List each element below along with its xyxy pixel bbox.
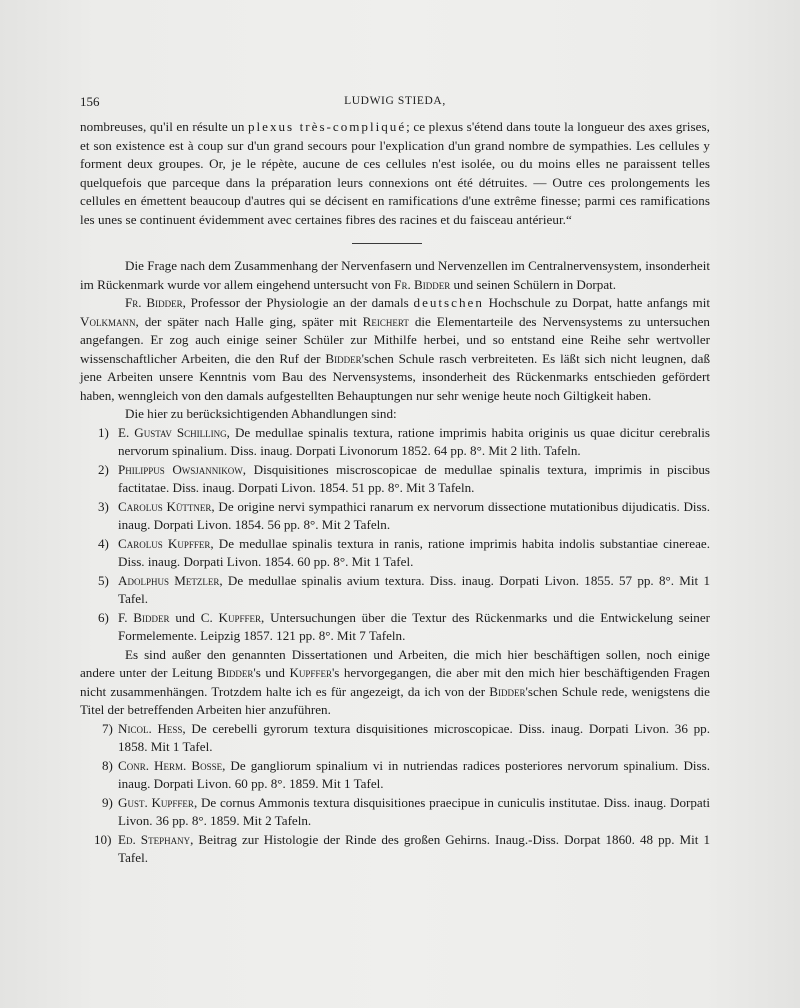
author-name: Fr. Bidder (394, 276, 451, 292)
section-divider (352, 243, 422, 244)
french-quote (80, 118, 710, 229)
author-name: Bidder (325, 350, 362, 366)
reference-author: Carolus Küttner (118, 498, 212, 514)
reference-number: 6) (98, 609, 109, 625)
reference-author: Adolphus Metzler (118, 572, 220, 588)
paragraph-text: Es sind außer den genannten Dissertationen und Arbeiten, die mich hier beschäftigen sollen, noch einige andere unter der Leitung (80, 646, 710, 680)
page-header (80, 94, 710, 114)
reference-item (80, 831, 710, 868)
reference-author: Kupffer (218, 609, 262, 625)
reference-item (80, 535, 710, 572)
reference-text: , De cornus Ammonis textura disquisitiones praecipue in cuniculis institutae. Diss. inaug. Dorpati Livon. 36 pp. 8°. 1859. Mit 2 Tafeln. (118, 794, 710, 828)
reference-item (80, 461, 710, 498)
author-name: Volkmann (80, 313, 136, 329)
reference-item (80, 572, 710, 609)
paragraph-intro (80, 257, 710, 294)
reference-author: Philippus Owsjannikow (118, 461, 243, 477)
reference-list (80, 424, 710, 646)
reference-number: 2) (98, 461, 109, 477)
author-name: Fr. Bidder (125, 295, 183, 310)
reference-item (80, 609, 710, 646)
reference-number: 1) (98, 424, 109, 440)
reference-text: , De gangliorum spinalium vi in nutriendas radices posteriores nervorum spinalium. Diss. inaug. Dorpati Livon. 60 pp. 8°. 1859. Mit 1 Tafel. (118, 757, 711, 791)
reference-author: F. Bidder (118, 609, 170, 625)
author-name: Bidder (489, 683, 526, 699)
paragraph-others (80, 646, 710, 720)
reference-number: 3) (98, 498, 109, 514)
reference-number: 7) (102, 720, 113, 736)
paragraph-text: 'schen Schule rede, wenigstens die Titel der betreffenden Arbeiten hier anzuführen. (80, 683, 710, 717)
reference-text: , Untersuchungen über die Textur des Rückenmarks und die Entwickelung seiner Formelemente. Leipzig 1857. 121 pp. 8°. Mit 7 Tafeln. (118, 609, 711, 643)
author-name: Reichert (362, 313, 409, 329)
author-name: Kupffer (289, 665, 332, 680)
reference-text: , De medullae spinalis avium textura. Diss. inaug. Dorpati Livon. 1855. 57 pp. 8°. Mit 1 Tafel. (118, 572, 710, 606)
body-text (80, 118, 710, 868)
reference-text: , De medullae spinalis textura in ranis, ratione imprimis habita indolis substantiae cinereae. Diss. inaug. Dorpati Livon. 1854. 60 pp. 8°. Mit 1 Tafel. (118, 535, 710, 569)
paragraph-text: 's hervorgegangen, die aber mit den mich hier beschäftigenden Fragen nicht zusammenhängen. Trotzdem halte ich es für angezeigt, da ich von der (80, 665, 710, 699)
reference-text: , De cerebelli gyrorum textura disquisitiones microscopicae. Diss. inaug. Dorpati Livon. 36 pp. 1858. Mit 1 Tafel. (118, 720, 710, 754)
reference-text: , De medullae spinalis textura, ratione imprimis habita originis us quae dicitur cerebralis nervorum spinalium. Diss. inaug. Dorpati Livonorum 1852. 64 pp. 8°. Mit 2 lith. Tafeln. (118, 424, 711, 458)
paragraph-text: , der später nach Halle ging, später mit (135, 313, 363, 329)
reference-text: , Beitrag zur Histologie der Rinde des großen Gehirns. Inaug.-Diss. Dorpat 1860. 48 pp. Mit 1 Tafel. (118, 831, 710, 865)
paragraph-list-intro: Die hier zu berücksichtigenden Abhandlungen sind: (125, 406, 397, 421)
paragraph-spaced-text: deutschen (413, 295, 484, 310)
reference-author: Gust. Kupffer (118, 794, 194, 810)
reference-text: , De origine nervi sympathici ranarum ex nervorum dissectione mutationibus dijudicatis. Diss. inaug. Dorpati Livon. 1854. 56 pp. 8°. Mit 2 Tafeln. (118, 498, 710, 532)
reference-number: 8) (102, 757, 113, 773)
paragraph-text: Die Frage nach dem Zusammenhang der Nervenfasern und Nervenzellen im Centralnervensystem, insonderheit im Rückenmark wurde vor allem eingehend untersucht von (80, 258, 710, 292)
reference-number: 5) (98, 572, 109, 588)
reference-text: und C. (169, 609, 219, 625)
reference-item (80, 424, 710, 461)
reference-number: 4) (98, 535, 109, 551)
quote-text: nombreuses, qu'il en résulte un (80, 119, 248, 134)
paragraph-text: und seinen Schülern in Dorpat. (450, 276, 617, 292)
reference-number: 9) (102, 794, 113, 810)
reference-item (80, 757, 710, 794)
reference-author: Carolus Kupffer (118, 535, 211, 551)
reference-author: Conr. Herm. Bosse (118, 757, 223, 773)
quote-text: ; ce plexus s'étend dans toute la longueur des axes grises, et son existence est à coup sur d'un grand secours pour l'explication d'un grand nombre de sympathies. Les cellules y forment deux groupes. Or, je le répète, aucune de ces cellules n'est isolée, ou du moins elles ne paraissent telles quelquefois que parceque dans la préparation leurs connexions ont été détruites. — Outre ces prolongements les cellules en émettent beaucoup d'autres qui se décisent en ramifications d'une extrême finesse; parmi ces ramifications les unes se continuent évidemment avec certaines fibres des racines et du faisceau antérieur.“ (80, 119, 710, 227)
page-number: 156 (80, 94, 100, 109)
reference-author: Nicol. Hess (118, 720, 183, 736)
reference-number: 10) (94, 831, 112, 847)
reference-author: Ed. Stephany (118, 831, 191, 847)
reference-author: E. Gustav Schilling (118, 424, 227, 440)
paragraph-text: , Professor der Physiologie an der damals (182, 295, 414, 310)
reference-item (80, 794, 710, 831)
paragraph-text: 'schen Schule rasch verbreiteten. Es läßt sich nicht leugnen, daß jene Arbeiten unsere Kenntnis vom Bau des Nervensystems, insonderheit des Rückenmarks entschieden gefördert haben, wenngleich von den damals aufgestellten Behauptungen nur sehr wenige heute noch Giltigkeit haben. (80, 350, 710, 403)
reference-text: , Disquisitiones miscroscopicae de medullae spinalis textura, imprimis in piscibus factitatae. Diss. inaug. Dorpati Livon. 1854. 51 pp. 8°. Mit 3 Tafeln. (118, 461, 711, 495)
reference-list (80, 720, 710, 868)
paragraph-bidder (80, 294, 710, 405)
author-name: Bidder (217, 665, 254, 680)
paragraph-text: Hochschule zu Dorpat, hatte anfangs mit (483, 295, 710, 310)
paragraph-text: 's und (253, 665, 290, 680)
reference-item (80, 498, 710, 535)
running-head: LUDWIG STIEDA, (344, 95, 446, 107)
quote-spaced-text: plexus très-compliqué (247, 119, 407, 134)
reference-item (80, 720, 710, 757)
paragraph-text: die Elementarteile des Nervensystems zu untersuchen angefangen. Er zog auch einige seiner Schüler zur Mithilfe herbei, und so entstand eine Reihe sehr wertvoller wissenschaftlicher Arbeiten, die den Ruf der (80, 313, 710, 366)
